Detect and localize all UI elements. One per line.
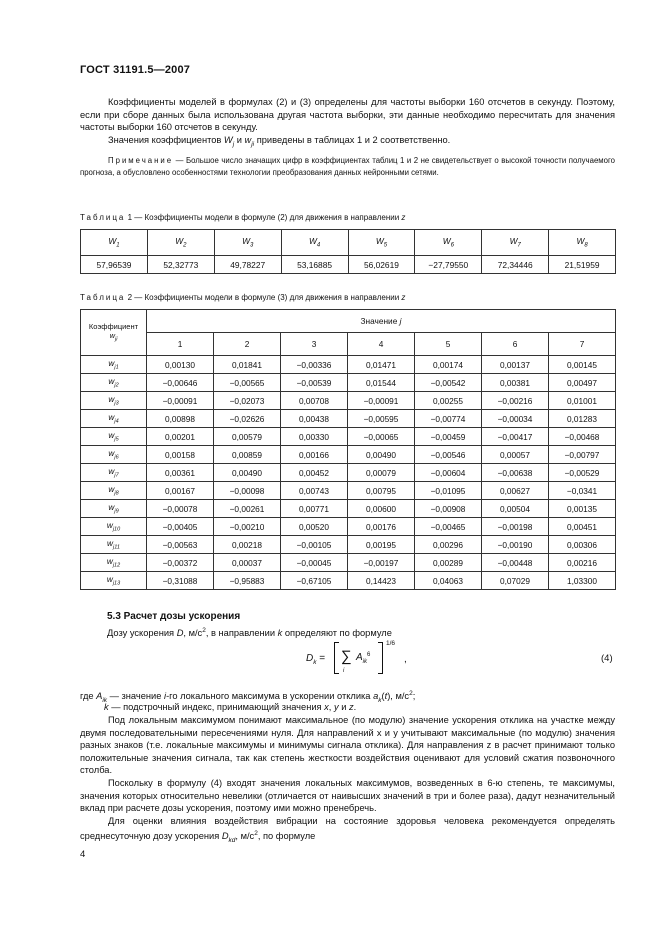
coefficient-label-cell: $w_{j12}$: [81, 554, 147, 572]
table2-value-cell: −0,01095: [415, 482, 482, 500]
table2-value-cell: 0,00520: [281, 518, 348, 536]
table1-header-cell: $W_3$: [214, 230, 281, 256]
table1-header-cell: $W_2$: [147, 230, 214, 256]
table2-value-cell: 0,00255: [415, 392, 482, 410]
table2-value-cell: 0,00627: [482, 482, 549, 500]
table2-value-cell: −0,00105: [281, 536, 348, 554]
coefficient-label-cell: $w_{j8}$: [81, 482, 147, 500]
table2-value-cell: 0,00167: [147, 482, 214, 500]
note-text: — Большое число значащих цифр в коэффициентах таблиц 1 и 2 не свидетельствует о высокой точности получаемого прогноза, а обусловлено особенностями технологии преобразования данных нейронными сетями.: [80, 156, 615, 177]
table2-value-cell: 0,00859: [214, 446, 281, 464]
table2-value-cell: −0,0341: [549, 482, 616, 500]
table2-value-cell: 0,00296: [415, 536, 482, 554]
table2-row: [81, 518, 616, 536]
page-header: ГОСТ 31191.5—2007: [80, 64, 191, 76]
table1-value-cell: 49,78227: [214, 256, 281, 274]
table2-value-cell: 0,01841: [214, 356, 281, 374]
table2-value-cell: −0,00372: [147, 554, 214, 572]
table2-value-cell: 0,01283: [549, 410, 616, 428]
table2-value-cell: 0,00330: [281, 428, 348, 446]
where-clause-k: k — подстрочный индекс, принимающий значения x, y и z.: [104, 702, 357, 712]
coefficient-label-cell: $w_{j6}$: [81, 446, 147, 464]
table1-header-cell: $W_5$: [348, 230, 415, 256]
table2-value-cell: −0,00563: [147, 536, 214, 554]
table2-value-cell: −0,00797: [549, 446, 616, 464]
table1-value-cell: 72,34446: [482, 256, 549, 274]
coefficient-label-cell: $w_{j7}$: [81, 464, 147, 482]
table2-value-cell: −0,00529: [549, 464, 616, 482]
table2-value-cell: 0,00490: [214, 464, 281, 482]
coefficient-label-cell: $w_{j10}$: [81, 518, 147, 536]
table2-value-cell: 1,03300: [549, 572, 616, 590]
table1-value-cell: −27,79550: [415, 256, 482, 274]
table2-row: [81, 554, 616, 572]
where-clause-a: где $A_{ik}$ — значение i-го локального максимума в ускорении отклика $a_k(t)$, $м/с^2$;: [80, 690, 416, 704]
table2-value-cell: 0,00137: [482, 356, 549, 374]
table2-value-cell: −0,02073: [214, 392, 281, 410]
table2-value-cell: 0,00743: [281, 482, 348, 500]
coefficient-label-cell: $w_{j1}$: [81, 356, 147, 374]
table2-value-cell: 0,00771: [281, 500, 348, 518]
paragraph-local-maximum: Под локальным максимумом понимают максимальное (по модулю) значение ускорения отклика на участке между двумя последовательными пересечениями нуля. Для направлений x и y учитывают максимальные (по модулю) значения разных знаков (т.е. локальные максимумы и минимумы сигнала отклика). Для направления z в расчет принимают только положительные значения сигнала, так как степень жесткости воздействия оценивают для условий сжатия позвоночного столба.: [80, 715, 615, 776]
table2-row: [81, 482, 616, 500]
table2-value-cell: −0,00078: [147, 500, 214, 518]
table2-column-number: 5: [415, 333, 482, 356]
table2-value-cell: −0,00197: [348, 554, 415, 572]
table2-column-number: 4: [348, 333, 415, 356]
table2-caption: Таблица 2 — Коэффициенты модели в формуле (3) для движения в направлении z: [80, 293, 406, 302]
table2-value-cell: 0,00438: [281, 410, 348, 428]
table1: [80, 229, 616, 274]
table2-value-cell: −0,00448: [482, 554, 549, 572]
table2-value-cell: 0,01471: [348, 356, 415, 374]
table2-value-cell: −0,00539: [281, 374, 348, 392]
table2-value-cell: −0,00465: [415, 518, 482, 536]
table2-header-row: [81, 310, 616, 333]
coefficient-label-cell: $w_{j4}$: [81, 410, 147, 428]
table2-value-cell: 0,01544: [348, 374, 415, 392]
table2-value-cell: −0,00908: [415, 500, 482, 518]
table2-value-cell: −0,00774: [415, 410, 482, 428]
table2-row: [81, 392, 616, 410]
table2-value-cell: −0,00468: [549, 428, 616, 446]
value-header-cell: Значение j: [147, 310, 616, 333]
table2-value-cell: 0,00490: [348, 446, 415, 464]
table2-value-cell: 0,00898: [147, 410, 214, 428]
table2-value-cell: −0,00098: [214, 482, 281, 500]
table1-value-cell: 52,32773: [147, 256, 214, 274]
table2-value-cell: 0,00176: [348, 518, 415, 536]
table2-column-number: 6: [482, 333, 549, 356]
formula-dose: $D_k$ = ∑ i $A_{ik}^6$ 1/6 ,: [306, 640, 407, 674]
table2-value-cell: 0,00451: [549, 518, 616, 536]
paragraph-model-coefficients: Коэффициенты моделей в формулах (2) и (3) определены для частоты выборки 160 отсчетов в секунду. Поэтому, если при сборе данных была использована другая частота выборки, эти данные необходимо пересчитать для значения частоты выборки 160 отсчетов в секунду.: [80, 97, 615, 133]
table2-value-cell: 0,00289: [415, 554, 482, 572]
table2-value-cell: 0,00079: [348, 464, 415, 482]
table2-columns-row: [81, 333, 616, 356]
table2-row: [81, 446, 616, 464]
table1-value-cell: 56,02619: [348, 256, 415, 274]
table2-value-cell: −0,00459: [415, 428, 482, 446]
table2-value-cell: −0,00216: [482, 392, 549, 410]
table2-value-cell: −0,67105: [281, 572, 348, 590]
table1-header-cell: $W_8$: [549, 230, 616, 256]
table2-row: [81, 410, 616, 428]
table1-values-row: [81, 256, 616, 274]
table2-value-cell: −0,00091: [348, 392, 415, 410]
equation-number: (4): [601, 653, 613, 664]
table2-value-cell: −0,00336: [281, 356, 348, 374]
table2-value-cell: 0,00306: [549, 536, 616, 554]
table2-value-cell: 0,00504: [482, 500, 549, 518]
table2-value-cell: 0,00135: [549, 500, 616, 518]
table2-value-cell: 0,00166: [281, 446, 348, 464]
coefficient-label-cell: $w_{j3}$: [81, 392, 147, 410]
table2-value-cell: 0,00452: [281, 464, 348, 482]
note-label: Примечание: [108, 156, 174, 165]
table2-value-cell: −0,00198: [482, 518, 549, 536]
table2-row: [81, 428, 616, 446]
coefficient-header-cell: Коэффициент $w_{ji}$: [81, 310, 147, 356]
table2-value-cell: −0,00646: [147, 374, 214, 392]
table2-value-cell: 0,04063: [415, 572, 482, 590]
table2-value-cell: 0,00579: [214, 428, 281, 446]
coefficient-label-cell: $w_{j2}$: [81, 374, 147, 392]
table2-value-cell: −0,00638: [482, 464, 549, 482]
table2-value-cell: −0,00091: [147, 392, 214, 410]
table2-value-cell: −0,00261: [214, 500, 281, 518]
table2-value-cell: 0,00795: [348, 482, 415, 500]
table2-value-cell: −0,31088: [147, 572, 214, 590]
table2-value-cell: −0,00542: [415, 374, 482, 392]
table2-value-cell: 0,00130: [147, 356, 214, 374]
table2-column-number: 7: [549, 333, 616, 356]
table2-row: [81, 536, 616, 554]
table2-value-cell: −0,00045: [281, 554, 348, 572]
coefficient-label-cell: $w_{j5}$: [81, 428, 147, 446]
table2-value-cell: −0,00034: [482, 410, 549, 428]
table1-header-row: [81, 230, 616, 256]
section-intro: Дозу ускорения D, $м/с^2$, в направлении k определяют по формуле: [107, 627, 392, 639]
table2-value-cell: 0,00057: [482, 446, 549, 464]
table1-header-cell: $W_1$: [81, 230, 148, 256]
table2-row: [81, 374, 616, 392]
table1-caption: Таблица 1 — Коэффициенты модели в формуле (2) для движения в направлении z: [80, 213, 406, 222]
table2-value-cell: 0,00158: [147, 446, 214, 464]
table2-column-number: 3: [281, 333, 348, 356]
paragraph-coefficient-tables: Значения коэффициентов $W_j$ и $w_{ji}$ приведены в таблицах 1 и 2 соответственно.: [108, 135, 451, 148]
table2-value-cell: 0,00174: [415, 356, 482, 374]
table2-value-cell: −0,00546: [415, 446, 482, 464]
table2-value-cell: 0,07029: [482, 572, 549, 590]
table2-value-cell: 0,00145: [549, 356, 616, 374]
table2-row: [81, 572, 616, 590]
note-paragraph: [80, 155, 615, 178]
table2-value-cell: 0,00600: [348, 500, 415, 518]
table2-value-cell: 0,00037: [214, 554, 281, 572]
table1-header-cell: $W_7$: [482, 230, 549, 256]
paragraph-sixth-power: Поскольку в формулу (4) входят значения локальных максимумов, возведенных в 6-ю степень, те максимумы, значения которых относительно невелики (отличается от наивысших значений в три и более раза), дадут незначительный вклад при расчете дозы ускорения, поэтому ими можно пренебречь.: [80, 778, 615, 814]
table2-value-cell: 0,00216: [549, 554, 616, 572]
table2-value-cell: −0,00210: [214, 518, 281, 536]
table2-value-cell: −0,00595: [348, 410, 415, 428]
table2-value-cell: 0,00195: [348, 536, 415, 554]
table2: [80, 309, 616, 590]
table2-value-cell: 0,14423: [348, 572, 415, 590]
table2-value-cell: −0,00190: [482, 536, 549, 554]
table1-value-cell: 21,51959: [549, 256, 616, 274]
table1-header-cell: $W_6$: [415, 230, 482, 256]
paragraph-daily-dose: Для оценки влияния воздействия вибрации на состояние здоровья человека рекомендуется определять среднесуточную дозу ускорения $D_{kd}$, $м/с^2$, по формуле: [80, 816, 615, 844]
table2-value-cell: −0,00405: [147, 518, 214, 536]
table2-value-cell: −0,95883: [214, 572, 281, 590]
table2-column-number: 1: [147, 333, 214, 356]
table2-row: [81, 500, 616, 518]
table2-value-cell: −0,02626: [214, 410, 281, 428]
page-number: 4: [80, 849, 86, 860]
table1-value-cell: 53,16885: [281, 256, 348, 274]
table2-value-cell: −0,00604: [415, 464, 482, 482]
table1-header-cell: $W_4$: [281, 230, 348, 256]
table2-value-cell: 0,00708: [281, 392, 348, 410]
coefficient-label-cell: $w_{j9}$: [81, 500, 147, 518]
table2-column-number: 2: [214, 333, 281, 356]
table2-value-cell: −0,00417: [482, 428, 549, 446]
table2-value-cell: 0,00381: [482, 374, 549, 392]
table2-value-cell: 0,01001: [549, 392, 616, 410]
table2-value-cell: 0,00218: [214, 536, 281, 554]
coefficient-label-cell: $w_{j13}$: [81, 572, 147, 590]
coefficient-label-cell: $w_{j11}$: [81, 536, 147, 554]
table2-value-cell: 0,00497: [549, 374, 616, 392]
table2-value-cell: 0,00361: [147, 464, 214, 482]
table2-value-cell: 0,00201: [147, 428, 214, 446]
table1-value-cell: 57,96539: [81, 256, 148, 274]
section-title: 5.3 Расчет дозы ускорения: [107, 611, 241, 622]
table2-value-cell: −0,00565: [214, 374, 281, 392]
table2-value-cell: −0,00065: [348, 428, 415, 446]
table2-row: [81, 356, 616, 374]
table2-row: [81, 464, 616, 482]
